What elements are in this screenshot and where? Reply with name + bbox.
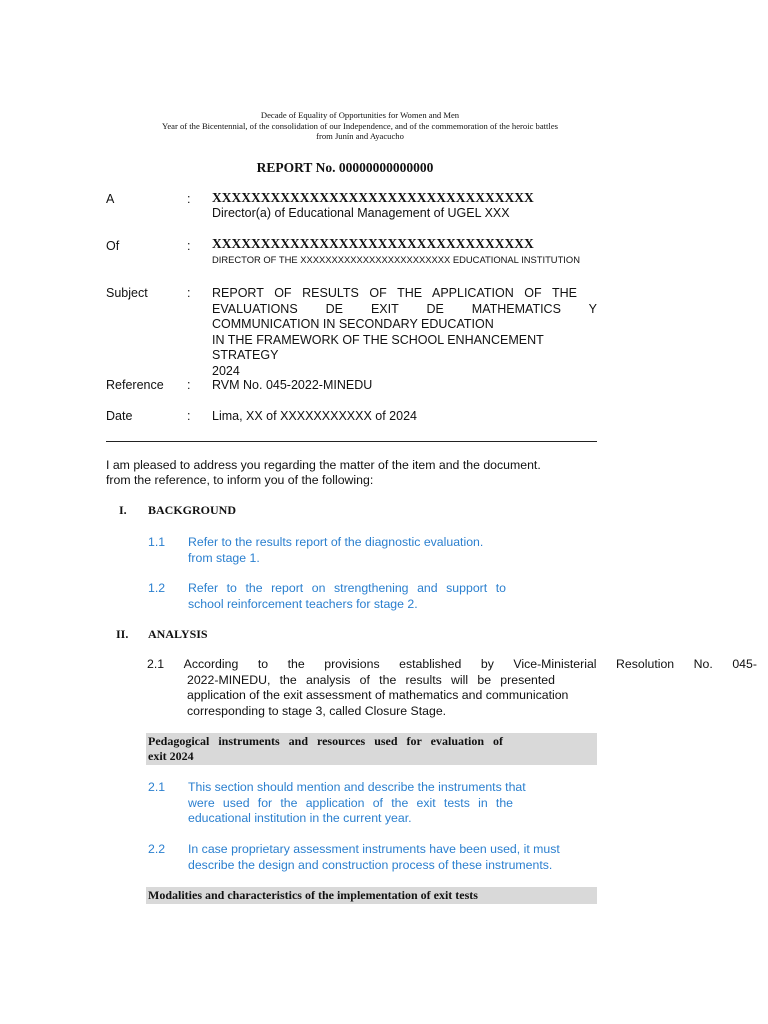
section-2-title: ANALYSIS (148, 627, 208, 641)
divider-line (106, 441, 597, 442)
item-1-1-number: 1.1 (148, 535, 166, 549)
date-value: Lima, XX of XXXXXXXXXXX of 2024 (212, 409, 417, 423)
item-2-2-line-1: In case proprietary assessment instruments have been used, it must (188, 842, 560, 856)
item-2-1-line-1: This section should mention and describe the instruments that (188, 780, 526, 794)
reference-label: Reference (106, 378, 164, 392)
section-1-title: BACKGROUND (148, 503, 237, 517)
analysis-paragraph (147, 657, 757, 719)
subject-line-4: IN THE FRAMEWORK OF THE SCHOOL ENHANCEMENT STRATEGY (212, 332, 544, 362)
analysis-first-line (147, 657, 757, 673)
item-1-2-number: 1.2 (148, 581, 166, 595)
analysis-word: provisions (324, 657, 380, 671)
item-2-1-text (188, 780, 550, 827)
header-line-2: Year of the Bicentennial, of the consolidation of our Independence, and of the commemoration of the heroic battles (162, 120, 558, 131)
intro-line-2: from the reference, to inform you of the following: (106, 473, 374, 487)
report-title: REPORT No. 00000000000000 (256, 160, 434, 175)
section-1-number: I. (119, 503, 127, 517)
header-line-1: Decade of Equality of Opportunities for Women and Men (260, 110, 460, 120)
to-role: Director(a) of Educational Management of UGEL XXX (212, 205, 510, 220)
from-colon: : (187, 239, 191, 253)
intro-paragraph (106, 458, 576, 488)
intro-line-1: I am pleased to address you regarding the matter of the item and the document. (106, 458, 541, 472)
analysis-word: According (183, 657, 239, 671)
analysis-paragraph-number: 2.1 (147, 657, 165, 671)
item-1-1-text (188, 535, 508, 566)
from-value (212, 236, 580, 267)
subject-label: Subject (106, 286, 148, 300)
from-label: Of (106, 239, 120, 253)
subheading-box-instruments-line-1: Pedagogical instruments and resources used for evaluation of (148, 734, 503, 748)
item-2-2-text (188, 842, 588, 873)
analysis-word: to (257, 657, 269, 671)
analysis-line-2: 2022-MINEDU, the analysis of the results will be presented (187, 672, 555, 687)
item-1-2-text (188, 581, 506, 612)
to-colon: : (187, 192, 191, 206)
date-colon: : (187, 409, 191, 423)
item-1-2-line-1: Refer to the report on strengthening and support to (188, 581, 506, 595)
item-2-1-number: 2.1 (148, 780, 166, 794)
from-name: XXXXXXXXXXXXXXXXXXXXXXXXXXXXXXXXX (212, 236, 534, 251)
analysis-word: 045- (732, 657, 757, 671)
reference-colon: : (187, 378, 191, 392)
subheading-box-instruments-line-2: exit 2024 (148, 749, 194, 763)
to-name: XXXXXXXXXXXXXXXXXXXXXXXXXXXXXXXXX (212, 190, 534, 205)
subject-line-2: EVALUATIONS DE EXIT DE MATHEMATICS Y (212, 301, 597, 316)
item-2-2-number: 2.2 (148, 842, 166, 856)
analysis-line-3: application of the exit assessment of mathematics and communication (187, 688, 569, 702)
item-1-1-line-2: from stage 1. (188, 550, 260, 565)
analysis-rest (147, 673, 607, 720)
analysis-word: Vice-Ministerial (513, 657, 597, 671)
subject-line-5: 2024 (212, 363, 240, 378)
analysis-word: No. (693, 657, 713, 671)
analysis-word: by (480, 657, 494, 671)
subheading-box-modalities: Modalities and characteristics of the implementation of exit tests (146, 887, 597, 904)
section-2-number: II. (116, 627, 129, 641)
to-label: A (106, 192, 115, 206)
analysis-line-4: corresponding to stage 3, called Closure Stage. (187, 703, 447, 718)
subject-line-3: COMMUNICATION IN SECONDARY EDUCATION (212, 317, 494, 331)
item-2-2-line-2: describe the design and construction process of these instruments. (188, 857, 553, 872)
analysis-word: the (287, 657, 305, 671)
to-value (212, 190, 534, 221)
subject-line-1: REPORT OF RESULTS OF THE APPLICATION OF THE (212, 286, 577, 300)
item-1-2-line-2: school reinforcement teachers for stage 2. (188, 596, 418, 611)
subheading-box-instruments (146, 733, 597, 765)
date-label: Date (106, 409, 133, 423)
header-block (100, 110, 620, 142)
reference-value: RVM No. 045-2022-MINEDU (212, 378, 373, 392)
item-2-1-line-3: educational institution in the current year. (188, 811, 412, 825)
header-line-3: from Junín and Ayacucho (316, 131, 404, 141)
subject-value (212, 286, 612, 379)
analysis-word: established (399, 657, 462, 671)
analysis-word: Resolution (616, 657, 675, 671)
item-1-1-line-1: Refer to the results report of the diagnostic evaluation. (188, 535, 484, 549)
subject-colon: : (187, 286, 191, 300)
item-2-1-line-2: were used for the application of the exit tests in the (188, 795, 513, 810)
from-role: DIRECTOR OF THE XXXXXXXXXXXXXXXXXXXXXXXX EDUCATIONAL INSTITUTION (212, 253, 580, 265)
